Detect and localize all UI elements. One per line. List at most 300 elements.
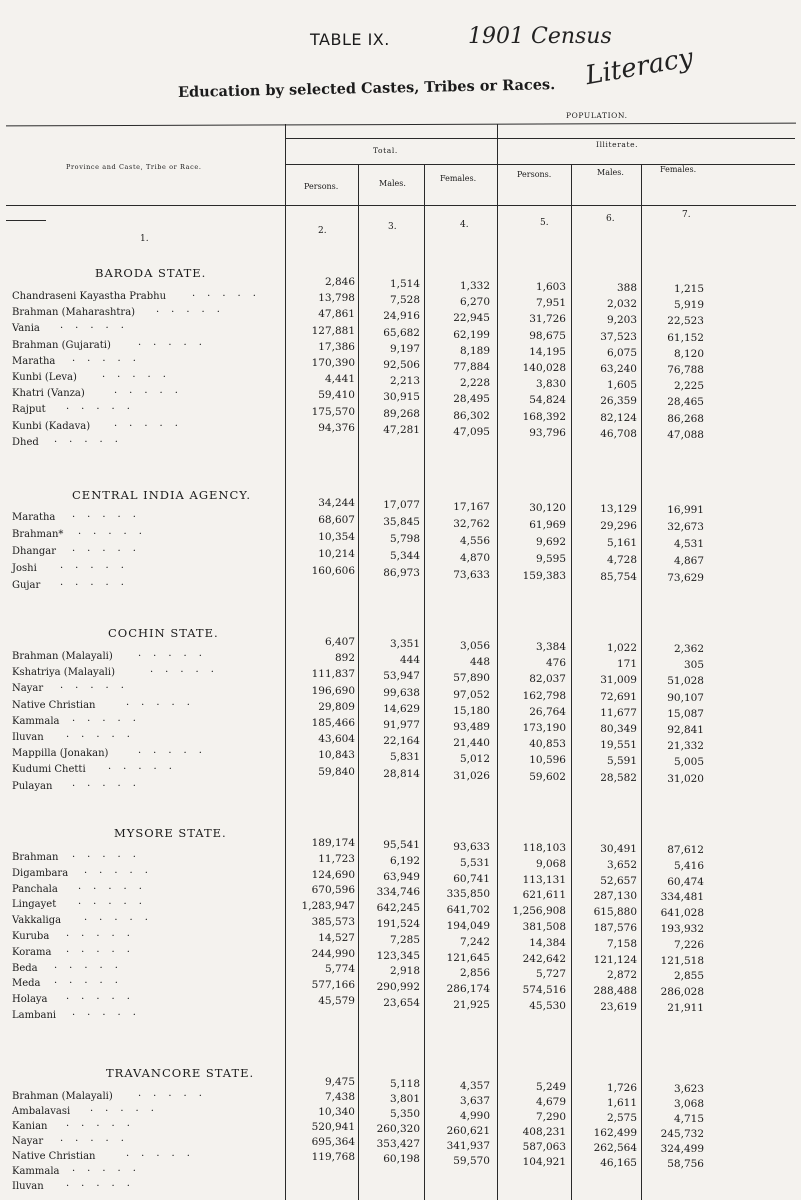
row-label: Kunbi (Kadava): [12, 420, 91, 432]
table-cell: 1,215: [673, 283, 704, 295]
section-heading: CENTRAL INDIA AGENCY.: [72, 488, 252, 502]
header-col-2: Persons.: [304, 182, 339, 191]
table-cell: 587,063: [522, 1141, 566, 1153]
table-cell: 577,166: [311, 979, 355, 992]
table-cell: 31,726: [529, 313, 566, 326]
table-cell: 175,570: [311, 405, 355, 418]
table-cell: 7,290: [535, 1111, 566, 1123]
table-cell: 59,602: [529, 770, 566, 783]
table-cell: 93,796: [529, 426, 566, 439]
table-cell: 5,798: [389, 533, 420, 545]
table-cell: 45,530: [529, 1000, 566, 1012]
table-cell: 61,152: [667, 331, 704, 344]
leader-dots: ·····: [60, 580, 136, 591]
table-cell: 193,932: [660, 923, 704, 935]
table-cell: 60,198: [383, 1153, 420, 1165]
table-cell: 92,841: [667, 724, 704, 736]
table-cell: 353,427: [376, 1138, 420, 1150]
row-label: Nayar: [12, 683, 44, 695]
col-rule-6: [641, 164, 642, 1200]
leader-dots: ·····: [66, 946, 142, 958]
row-label: Kuruba: [12, 931, 50, 942]
table-cell: 59,410: [318, 389, 355, 402]
section-heading: COCHIN STATE.: [108, 626, 219, 640]
table-cell: 47,095: [453, 425, 490, 438]
row-label: Brahman (Maharashtra): [12, 307, 136, 319]
table-cell: 82,037: [529, 673, 566, 686]
table-cell: 86,302: [453, 409, 490, 422]
table-cell: 91,977: [383, 719, 420, 731]
table-cell: 86,973: [383, 567, 420, 579]
row-label: Vania: [12, 323, 40, 335]
table-cell: 260,320: [376, 1123, 420, 1135]
table-cell: 290,992: [376, 981, 420, 994]
table-cell: 5,774: [324, 963, 355, 976]
leader-dots: ·····: [138, 339, 214, 351]
leader-dots: ·····: [114, 388, 190, 400]
table-cell: 1,514: [389, 278, 420, 290]
table-cell: 4,357: [459, 1080, 490, 1092]
leader-dots: ·····: [72, 1010, 148, 1021]
table-cell: 7,242: [459, 935, 490, 948]
table-cell: 244,990: [311, 947, 355, 960]
population-rule: [285, 138, 795, 139]
table-cell: 123,345: [376, 949, 420, 962]
table-cell: 73,633: [453, 569, 490, 581]
table-cell: 10,214: [318, 548, 355, 560]
leader-dots: ·····: [126, 699, 202, 711]
leader-dots: ·····: [72, 1166, 148, 1177]
table-cell: 47,281: [383, 423, 420, 436]
leader-dots: ·····: [90, 1106, 166, 1117]
table-cell: 1,283,947: [301, 900, 355, 913]
table-cell: 121,645: [446, 951, 490, 964]
table-cell: 30,120: [529, 502, 566, 514]
header-bottom-rule: [6, 205, 796, 206]
row-label: Brahman: [12, 852, 59, 863]
header-col-5: Persons.: [517, 170, 552, 179]
table-cell: 28,582: [600, 771, 637, 784]
table-cell: 63,240: [600, 363, 637, 375]
table-cell: 17,077: [383, 499, 420, 511]
leader-dots: ·····: [150, 667, 226, 679]
table-cell: 31,009: [600, 674, 637, 687]
table-cell: 53,947: [383, 670, 420, 683]
table-cell: 89,268: [383, 407, 420, 420]
row-label: Brahman (Malayali): [12, 651, 113, 662]
table-cell: 51,028: [667, 675, 704, 688]
table-cell: 31,020: [667, 772, 704, 785]
table-cell: 3,384: [535, 641, 566, 653]
table-cell: 119,768: [311, 1151, 355, 1163]
table-cell: 5,012: [459, 753, 490, 766]
row-label: Lingayet: [12, 899, 57, 911]
leader-dots: ·····: [84, 867, 160, 879]
table-cell: 4,531: [673, 538, 704, 550]
leader-dots: ·····: [78, 529, 154, 540]
table-cell: 46,708: [600, 427, 637, 440]
table-cell: 22,945: [453, 312, 490, 325]
table-cell: 121,124: [593, 953, 637, 966]
table-cell: 621,611: [522, 889, 566, 902]
table-cell: 5,727: [535, 968, 566, 981]
leader-dots: ·····: [66, 1121, 142, 1132]
table-cell: 43,604: [318, 733, 355, 746]
table-cell: 2,575: [606, 1112, 637, 1124]
table-cell: 341,937: [446, 1140, 490, 1152]
table-cell: 185,466: [311, 717, 355, 729]
table-cell: 47,088: [667, 428, 704, 441]
table-cell: 5,350: [389, 1108, 420, 1120]
table-cell: 286,174: [446, 983, 490, 996]
col-number-7: 7.: [682, 210, 691, 220]
table-cell: 60,474: [667, 875, 704, 888]
handwritten-note-census: 1901 Census: [468, 24, 612, 49]
table-cell: 187,576: [593, 922, 637, 934]
col-rule-5: [571, 164, 572, 1200]
table-cell: 13,798: [318, 292, 355, 305]
table-cell: 5,531: [459, 856, 490, 869]
table-cell: 82,124: [600, 411, 637, 424]
table-cell: 9,595: [535, 553, 566, 565]
leader-dots: ·····: [72, 512, 148, 523]
table-cell: 85,754: [600, 571, 637, 583]
table-cell: 37,523: [600, 330, 637, 343]
leader-dots: ·····: [72, 355, 148, 367]
table-cell: 87,612: [667, 844, 704, 856]
leader-dots: ·····: [54, 962, 130, 974]
row-label: Beda: [12, 962, 38, 974]
table-cell: 10,340: [318, 1106, 355, 1118]
table-cell: 2,856: [459, 967, 490, 980]
header-col-7: Females.: [660, 165, 697, 174]
table-title: TABLE IX.: [310, 30, 390, 49]
section-heading: BARODA STATE.: [95, 266, 207, 280]
table-cell: 5,919: [673, 299, 704, 312]
table-cell: 47,861: [318, 308, 355, 321]
header-illiterate: Illiterate.: [596, 140, 639, 149]
leader-dots: ·····: [138, 651, 214, 662]
table-cell: 15,087: [667, 707, 704, 720]
table-cell: 4,728: [606, 554, 637, 566]
table-cell: 9,692: [535, 536, 566, 548]
table-cell: 5,005: [673, 756, 704, 769]
row-label: Dhangar: [12, 546, 57, 557]
table-cell: 16,991: [667, 504, 704, 516]
table-cell: 59,570: [453, 1155, 490, 1167]
table-cell: 1,603: [535, 281, 566, 293]
table-cell: 1,256,908: [512, 905, 566, 918]
col-number-rule: [6, 220, 46, 221]
leader-dots: ·····: [156, 307, 232, 319]
table-cell: 242,642: [522, 952, 566, 965]
row-label: Meda: [12, 978, 41, 990]
col-number-5: 5.: [540, 218, 549, 228]
row-label: Mappilla (Jonakan): [12, 748, 109, 760]
table-cell: 80,349: [600, 723, 637, 735]
table-cell: 104,921: [522, 1156, 566, 1168]
table-cell: 448: [469, 656, 490, 669]
handwritten-note-literacy: Literacy: [583, 42, 696, 92]
table-cell: 7,528: [389, 294, 420, 307]
row-label: Brahman*: [12, 529, 64, 540]
table-cell: 615,880: [593, 906, 637, 919]
header-population: POPULATION.: [566, 111, 628, 120]
table-cell: 670,596: [311, 884, 355, 897]
table-cell: 9,203: [606, 314, 637, 327]
row-label: Rajput: [12, 404, 46, 416]
table-cell: 695,364: [311, 1136, 355, 1148]
table-cell: 7,285: [389, 933, 420, 946]
table-cell: 8,189: [459, 344, 490, 357]
table-cell: 286,028: [660, 986, 704, 999]
table-cell: 15,180: [453, 704, 490, 717]
table-cell: 4,870: [459, 552, 490, 564]
table-cell: 381,508: [522, 921, 566, 933]
table-cell: 324,499: [660, 1143, 704, 1155]
table-cell: 2,918: [389, 965, 420, 978]
table-cell: 28,495: [453, 393, 490, 406]
row-label: Maratha: [12, 355, 56, 367]
table-cell: 7,951: [535, 297, 566, 310]
table-cell: 6,270: [459, 296, 490, 309]
table-cell: 13,129: [600, 503, 637, 515]
table-cell: 14,384: [529, 936, 566, 949]
row-label: Holaya: [12, 994, 48, 1006]
table-subtitle: Education by selected Castes, Tribes or Races.: [177, 76, 556, 101]
table-cell: 14,195: [529, 345, 566, 358]
row-label: Panchala: [12, 883, 58, 895]
table-cell: 113,131: [522, 873, 566, 886]
table-cell: 17,386: [318, 340, 355, 353]
table-cell: 159,383: [522, 570, 566, 582]
row-label: Chandraseni Kayastha Prabhu: [12, 291, 167, 302]
row-label: Native Christian: [12, 699, 96, 711]
row-label: Gujar: [12, 580, 41, 591]
table-cell: 77,884: [453, 361, 490, 373]
table-cell: 28,465: [667, 396, 704, 409]
row-label: Korama: [12, 946, 52, 958]
table-cell: 8,120: [673, 347, 704, 360]
table-cell: 334,746: [376, 886, 420, 899]
table-cell: 1,022: [606, 642, 637, 654]
header-col-3: Males.: [379, 179, 406, 188]
table-cell: 6,192: [389, 854, 420, 867]
table-cell: 160,606: [311, 565, 355, 577]
table-cell: 3,637: [459, 1095, 490, 1107]
leader-dots: ·····: [72, 546, 148, 557]
table-cell: 10,596: [529, 754, 566, 767]
table-cell: 288,488: [593, 985, 637, 998]
table-cell: 32,762: [453, 518, 490, 530]
row-label: Kammala: [12, 1166, 60, 1177]
table-cell: 1,332: [459, 280, 490, 292]
table-cell: 63,949: [383, 870, 420, 883]
table-cell: 5,591: [606, 755, 637, 768]
table-cell: 189,174: [311, 837, 355, 849]
table-cell: 21,925: [453, 999, 490, 1011]
col-number-1: 1.: [140, 234, 149, 244]
table-cell: 4,556: [459, 535, 490, 547]
table-cell: 11,677: [600, 706, 637, 719]
table-cell: 124,690: [311, 868, 355, 881]
table-cell: 4,679: [535, 1096, 566, 1108]
leader-dots: ·····: [66, 1181, 142, 1192]
table-cell: 90,107: [667, 691, 704, 704]
leader-dots: ·····: [192, 291, 268, 302]
table-cell: 2,213: [389, 375, 420, 388]
table-cell: 23,654: [383, 997, 420, 1009]
row-label: Pulayan: [12, 780, 53, 792]
table-cell: 1,605: [606, 379, 637, 392]
leader-dots: ·····: [66, 732, 142, 743]
table-cell: 61,969: [529, 519, 566, 531]
table-cell: 408,231: [522, 1126, 566, 1138]
table-cell: 162,499: [593, 1127, 637, 1139]
row-label: Kammala: [12, 715, 60, 727]
table-cell: 3,351: [389, 638, 420, 650]
table-cell: 54,824: [529, 394, 566, 407]
table-cell: 4,867: [673, 555, 704, 567]
table-cell: 11,723: [318, 852, 355, 865]
leader-dots: ·····: [102, 372, 178, 383]
table-cell: 127,881: [311, 324, 355, 337]
row-label: Iluvan: [12, 1181, 44, 1192]
table-cell: 4,441: [324, 373, 355, 386]
table-cell: 140,028: [522, 362, 566, 374]
row-label: Vakkaliga: [12, 915, 62, 927]
table-cell: 7,226: [673, 938, 704, 951]
table-cell: 641,028: [660, 907, 704, 920]
table-cell: 68,607: [318, 514, 355, 526]
table-cell: 14,629: [383, 702, 420, 715]
row-label: Brahman (Malayali): [12, 1091, 113, 1102]
table-cell: 21,440: [453, 737, 490, 750]
table-cell: 3,830: [535, 378, 566, 391]
col-number-3: 3.: [388, 222, 397, 232]
table-cell: 5,416: [673, 859, 704, 872]
table-cell: 574,516: [522, 984, 566, 997]
row-label: Nayar: [12, 1136, 44, 1147]
table-cell: 7,438: [324, 1091, 355, 1103]
table-cell: 334,481: [660, 891, 704, 904]
table-cell: 52,657: [600, 874, 637, 887]
col-number-6: 6.: [606, 214, 615, 224]
table-cell: 26,764: [529, 705, 566, 718]
leader-dots: ·····: [78, 883, 154, 895]
table-cell: 58,756: [667, 1158, 704, 1170]
table-cell: 99,638: [383, 686, 420, 699]
leader-dots: ·····: [60, 1136, 136, 1147]
table-cell: 17,167: [453, 501, 490, 513]
table-cell: 2,846: [324, 276, 355, 288]
table-cell: 388: [616, 282, 637, 294]
leader-dots: ·····: [114, 420, 190, 432]
table-cell: 170,390: [311, 357, 355, 369]
table-cell: 30,915: [383, 391, 420, 404]
leader-dots: ·····: [108, 764, 184, 776]
table-cell: 59,840: [318, 765, 355, 778]
row-label: Kudumi Chetti: [12, 764, 86, 776]
table-cell: 262,564: [593, 1142, 637, 1154]
header-stub: Province and Caste, Tribe or Race.: [66, 163, 202, 171]
table-cell: 305: [683, 659, 704, 672]
table-cell: 335,850: [446, 888, 490, 901]
table-cell: 29,296: [600, 520, 637, 532]
leader-dots: ·····: [66, 931, 142, 942]
table-cell: 29,809: [318, 700, 355, 713]
table-cell: 23,619: [600, 1001, 637, 1013]
table-cell: 173,190: [522, 722, 566, 734]
leader-dots: ·····: [72, 852, 148, 863]
table-cell: 2,228: [459, 377, 490, 390]
table-cell: 642,245: [376, 902, 420, 915]
table-cell: 162,798: [522, 689, 566, 702]
table-cell: 9,475: [324, 1076, 355, 1088]
col-number-4: 4.: [460, 220, 469, 230]
table-cell: 260,621: [446, 1125, 490, 1137]
table-cell: 46,165: [600, 1157, 637, 1169]
table-cell: 385,573: [311, 916, 355, 928]
row-label: Digambara: [12, 867, 69, 879]
table-cell: 3,056: [459, 640, 490, 652]
table-cell: 196,690: [311, 684, 355, 697]
table-cell: 10,843: [318, 749, 355, 762]
table-cell: 892: [334, 652, 355, 665]
row-label: Maratha: [12, 512, 56, 523]
row-label: Joshi: [12, 563, 37, 574]
table-cell: 168,392: [522, 410, 566, 423]
leader-dots: ·····: [138, 748, 214, 760]
leader-dots: ·····: [126, 1151, 202, 1162]
group-rule: [285, 164, 795, 165]
row-label: Lambani: [12, 1010, 57, 1021]
table-cell: 171: [616, 658, 637, 671]
table-cell: 1,726: [606, 1082, 637, 1094]
table-cell: 5,161: [606, 537, 637, 549]
table-cell: 2,362: [673, 643, 704, 655]
header-total: Total.: [373, 146, 398, 155]
col-rule-4: [497, 124, 498, 1200]
table-cell: 444: [399, 654, 420, 667]
table-cell: 32,673: [667, 521, 704, 533]
row-label: Kanian: [12, 1121, 48, 1132]
table-cell: 9,197: [389, 342, 420, 355]
table-cell: 287,130: [593, 890, 637, 903]
table-cell: 118,103: [522, 842, 566, 854]
table-cell: 73,629: [667, 572, 704, 584]
table-cell: 5,249: [535, 1081, 566, 1093]
table-cell: 5,344: [389, 550, 420, 562]
table-cell: 111,837: [311, 668, 355, 681]
table-cell: 95,541: [383, 839, 420, 851]
row-label: Ambalavasi: [12, 1106, 71, 1117]
table-cell: 31,026: [453, 769, 490, 782]
table-cell: 28,814: [383, 767, 420, 780]
table-cell: 641,702: [446, 904, 490, 917]
table-cell: 1,611: [606, 1097, 637, 1109]
table-cell: 93,489: [453, 721, 490, 733]
table-cell: 3,068: [673, 1098, 704, 1110]
table-cell: 3,652: [606, 858, 637, 871]
leader-dots: ·····: [138, 1091, 214, 1102]
table-cell: 191,524: [376, 918, 420, 930]
header-col-4: Females.: [440, 174, 477, 183]
section-heading: TRAVANCORE STATE.: [106, 1066, 255, 1080]
leader-dots: ·····: [60, 563, 136, 574]
row-label: Native Christian: [12, 1151, 96, 1162]
table-cell: 21,911: [667, 1002, 704, 1014]
